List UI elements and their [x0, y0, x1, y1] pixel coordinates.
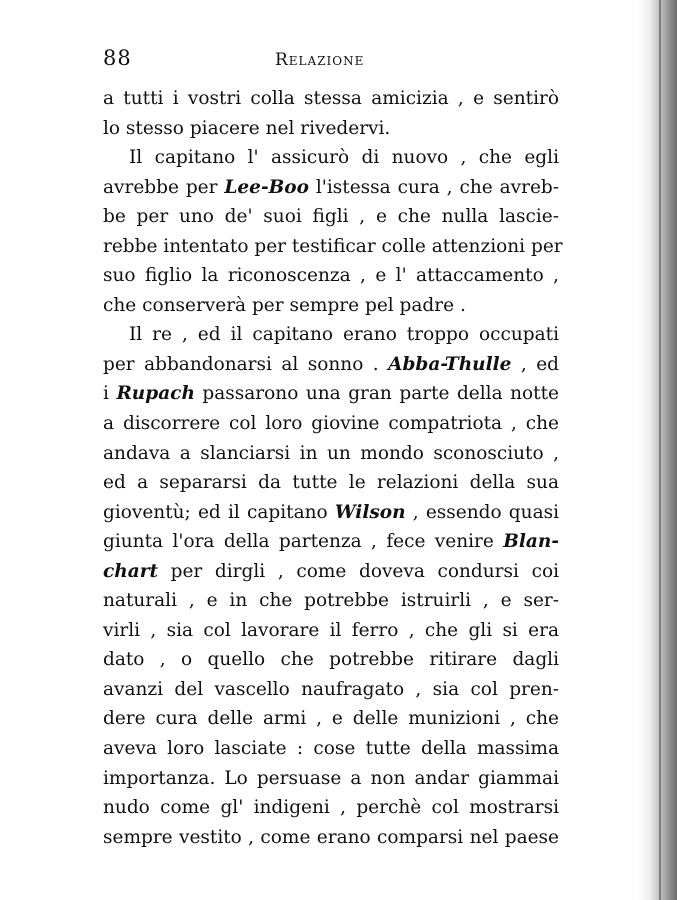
page-number: 88 — [103, 46, 132, 70]
text-line: avrebbe per Lee-Boo l'istessa cura , che avreb- — [103, 176, 559, 198]
text-line: avanzi del vascello naufragato , sia col pren- — [103, 678, 559, 700]
text-line: rebbe intentato per testificar colle attenzioni per — [103, 235, 563, 257]
text-line: Il re , ed il capitano erano troppo occupati — [129, 324, 559, 346]
text-line: lo stesso piacere nel rivedervi. — [103, 117, 391, 139]
text-line: chart per dirgli , come doveva condursi coi — [103, 560, 559, 582]
text-line: i Rupach passarono una gran parte della notte — [103, 383, 559, 405]
page-header — [103, 46, 558, 76]
text-line: gioventù; ed il capitano Wilson , essendo quasi — [103, 501, 560, 523]
text-line: giunta l'ora della partenza , fece venire Blan- — [103, 531, 559, 553]
text-line: Il capitano l' assicurò di nuovo , che egli — [129, 147, 559, 169]
running-title: Relazione — [275, 50, 365, 70]
text-line: per abbandonarsi al sonno . Abba-Thulle , ed — [103, 353, 559, 375]
text-line: dato , o quello che potrebbe ritirare dagli — [103, 649, 559, 671]
text-line: nudo come gl' indigeni , perchè col mostrarsi — [103, 797, 559, 819]
text-line: sempre vestito , come erano comparsi nel paese — [103, 826, 559, 848]
text-line: a discorrere col loro giovine compatriota , che — [103, 413, 559, 435]
text-line: importanza. Lo persuase a non andar giammai — [103, 767, 559, 789]
text-line: a tutti i vostri colla stessa amicizia , e sentirò — [103, 88, 559, 109]
text-line: ed a separarsi da tutte le relazioni della sua — [103, 472, 559, 494]
page-binding-edge — [637, 0, 677, 900]
text-line: dere cura delle armi , e delle munizioni , che — [103, 708, 559, 730]
text-line: be per uno de' suoi figli , e che nulla lascie- — [103, 206, 559, 228]
text-line: virli , sia col lavorare il ferro , che gli si era — [103, 619, 559, 641]
text-line: naturali , e in che potrebbe istruirli , e ser- — [103, 590, 559, 612]
text-line: che conserverà per sempre pel padre . — [103, 294, 466, 316]
text-line: andava a slanciarsi in un mondo sconosciuto , — [103, 442, 559, 464]
text-line: suo figlio la riconoscenza , e l' attaccamento , — [103, 265, 559, 287]
binding-shadow-line — [659, 0, 661, 900]
text-line: aveva loro lasciate : cose tutte della massima — [103, 738, 559, 760]
body-text — [103, 84, 563, 852]
